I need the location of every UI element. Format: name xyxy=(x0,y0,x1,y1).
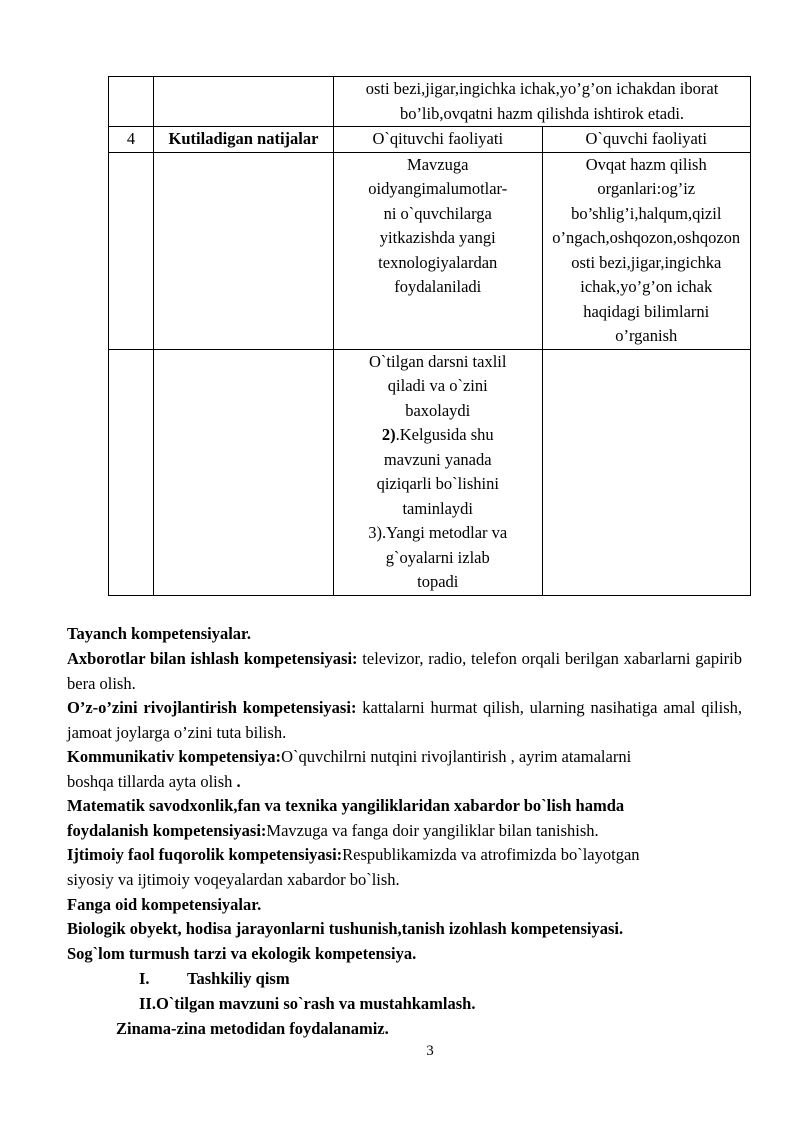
cell-line: g`oyalarni izlab xyxy=(385,547,490,567)
cell-line: qiziqarli bo`lishini xyxy=(376,474,499,493)
cell-line: Mavzuga xyxy=(407,154,469,174)
table-header-row xyxy=(109,127,751,153)
cell-line: ichak,yo’g’on ichak xyxy=(580,277,713,296)
table-cell xyxy=(334,77,751,127)
teacher-activity-header: O`qituvchi faoliyati xyxy=(334,127,543,153)
cell-line: o’ngach,oshqozon,oshqozon xyxy=(552,228,741,247)
paragraph-information-competency: Axborotlar bilan ishlash kompetensiyasi: televizor, radio, telefon orqali berilgan xabarlarni gapirib bera olish. xyxy=(67,649,742,693)
heading-subject-competencies: Fanga oid kompetensiyalar. xyxy=(67,895,262,914)
cell-line: haqidagi bilimlarni xyxy=(583,301,710,321)
cell-line: organlari:og’iz xyxy=(597,179,696,198)
table-row xyxy=(109,152,751,349)
cell-line: mavzuni yanada xyxy=(383,449,492,469)
paragraph-communicative-competency: Kommunikativ kompetensiya:O`quvchilrni nutqini rivojlantirish , ayrim atamalarni boshqa tillarda ayta olish . xyxy=(67,747,632,791)
cell-line: Ovqat hazm qilish xyxy=(585,154,707,174)
lesson-step-1: I. Tashkiliy qism xyxy=(139,969,290,988)
lesson-step-2: II.O`tilgan mavzuni so`rash va mustahkamlash. xyxy=(139,994,476,1013)
teacher-activity-cell xyxy=(334,349,543,595)
lesson-plan-table xyxy=(108,76,751,596)
cell-line: 3).Yangi metodlar va xyxy=(368,523,508,542)
cell-line: osti bezi,jigar,ingichka xyxy=(571,252,722,272)
cell-line: foydalaniladi xyxy=(394,277,482,296)
cell-line: taminlaydi xyxy=(402,498,474,518)
student-activity-cell xyxy=(542,152,751,349)
paragraph-civic-competency: Ijtimoiy faol fuqorolik kompetensiyasi:Respublikamizda va atrofimizda bo`layotgan siyosiy va ijtimoiy voqeyalardan xabardor bo`lish. xyxy=(67,845,640,889)
cell-line: baxolaydi xyxy=(405,400,471,420)
student-activity-header: O`quvchi faoliyati xyxy=(542,127,751,153)
row-number: 4 xyxy=(109,127,154,153)
paragraph-math-literacy-competency: Matematik savodxonlik,fan va texnika yangiliklaridan xabardor bo`lish hamda foydalanish kompetensiyasi:Mavzuga va fanga doir yangiliklar bilan tanishish. xyxy=(67,796,625,840)
page-number: 3 xyxy=(426,1043,434,1059)
cell-line: topadi xyxy=(417,572,459,591)
cell-line: qiladi va o`zini xyxy=(387,376,488,395)
biology-competency: Biologik obyekt, hodisa jarayonlarni tushunish,tanish izohlash kompetensiyasi. xyxy=(67,919,624,938)
cell-line: 2).Kelgusida shu xyxy=(381,425,494,444)
cell-text: osti bezi,jigar,ingichka ichak,yo’g’on ichakdan iborat bo’lib,ovqatni hazm qilishda ishtirok etadi. xyxy=(365,79,719,123)
healthy-lifestyle-competency: Sog`lom turmush tarzi va ekologik kompetensiya. xyxy=(67,944,417,963)
cell-line: bo’shlig’i,halqum,qizil xyxy=(571,203,722,223)
cell-line: texnologiyalardan xyxy=(378,252,498,272)
teacher-activity-cell xyxy=(334,152,543,349)
row-label: Kutiladigan natijalar xyxy=(154,127,334,153)
cell-line: ni o`quvchilarga xyxy=(383,203,492,223)
cell-line: o’rganish xyxy=(615,326,678,345)
table-row xyxy=(109,77,751,127)
heading-core-competencies: Tayanch kompetensiyalar. xyxy=(67,624,251,643)
method-line: Zinama-zina metodidan foydalanamiz. xyxy=(116,1019,389,1038)
cell-line: oidyangimalumotlar- xyxy=(368,179,508,198)
cell-line: yitkazishda yangi xyxy=(379,228,496,247)
table-row xyxy=(109,349,751,595)
cell-line: O`tilgan darsni taxlil xyxy=(369,351,507,371)
paragraph-self-development-competency: O’z-o’zini rivojlantirish kompetensiyasi: kattalarni hurmat qilish, ularning nasihatiga amal qilish, jamoat joylarga o’zini tuta bilish. xyxy=(67,698,742,742)
